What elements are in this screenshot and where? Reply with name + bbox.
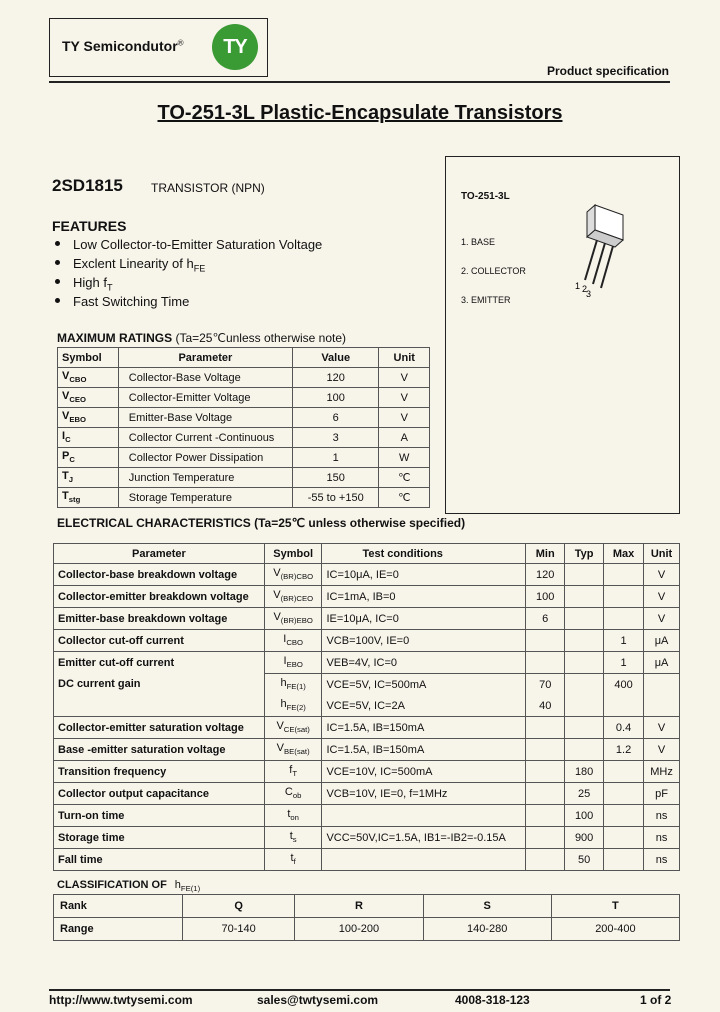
parameter-cell: Collector-base breakdown voltage <box>54 564 265 586</box>
table-row <box>54 895 680 918</box>
typ-cell <box>565 586 604 608</box>
unit-cell: V <box>644 717 680 739</box>
feature-item: High $f_T$ <box>55 275 113 293</box>
symbol-cell: $h_{FE(2)}$ <box>264 695 322 717</box>
table-row <box>54 674 680 696</box>
symbol-cell: $T_J$ <box>58 468 119 488</box>
company-name: TY Semicondutor® <box>62 38 184 54</box>
website-link[interactable]: http://www.twtysemi.com <box>49 993 193 1007</box>
condition-cell <box>322 849 526 871</box>
column-header: Typ <box>565 544 604 564</box>
table-row <box>54 739 680 761</box>
min-cell <box>526 739 565 761</box>
table-row <box>54 652 680 674</box>
unit-cell: V <box>379 368 430 388</box>
pin-number: 3 <box>586 289 592 299</box>
typ-cell: 180 <box>565 761 604 783</box>
typ-cell <box>565 564 604 586</box>
symbol-cell: $t_f$ <box>264 849 322 871</box>
value-cell: 150 <box>292 468 379 488</box>
symbol-cell: $I_{CBO}$ <box>264 630 322 652</box>
condition-cell <box>322 805 526 827</box>
parameter-cell: Emitter-Base Voltage <box>118 408 292 428</box>
page-title: TO-251-3L Plastic-Encapsulate Transistors <box>157 102 563 124</box>
value-cell: -55 to +150 <box>292 488 379 508</box>
typ-cell <box>565 652 604 674</box>
min-cell: 40 <box>526 695 565 717</box>
symbol-cell: $I_{EBO}$ <box>264 652 322 674</box>
max-ratings-title: MAXIMUM RATINGS (Ta=25℃unless otherwise note) <box>57 331 347 345</box>
typ-cell <box>565 695 604 717</box>
table-row <box>54 608 680 630</box>
table-row <box>58 408 430 428</box>
min-cell <box>526 761 565 783</box>
pin-label-base: 1. BASE <box>461 237 496 247</box>
range-label: Range <box>54 918 183 941</box>
package-drawing <box>565 200 645 300</box>
table-row <box>54 695 680 717</box>
table-row <box>54 630 680 652</box>
table-header-row <box>58 348 430 368</box>
min-cell: 120 <box>526 564 565 586</box>
parameter-cell: Emitter-base breakdown voltage <box>54 608 265 630</box>
condition-cell: VEB=4V, IC=0 <box>322 652 526 674</box>
table-row <box>58 468 430 488</box>
rank-cell: S <box>423 895 551 918</box>
parameter-cell: Collector-emitter saturation voltage <box>54 717 265 739</box>
pin-label-emitter: 3. EMITTER <box>461 295 511 305</box>
condition-cell: IC=1.5A, IB=150mA <box>322 717 526 739</box>
parameter-cell: Emitter cut-off current <box>54 652 265 674</box>
min-cell <box>526 630 565 652</box>
parameter-cell: Collector Current -Continuous <box>118 428 292 448</box>
unit-cell: V <box>644 586 680 608</box>
rank-cell: Q <box>183 895 295 918</box>
symbol-cell: $T_{stg}$ <box>58 488 119 508</box>
condition-cell: IE=10μA, IC=0 <box>322 608 526 630</box>
parameter-cell: Collector-Base Voltage <box>118 368 292 388</box>
unit-cell: V <box>644 739 680 761</box>
value-cell: 120 <box>292 368 379 388</box>
column-header: Symbol <box>264 544 322 564</box>
table-row <box>54 827 680 849</box>
table-row <box>58 428 430 448</box>
column-header: Max <box>604 544 644 564</box>
unit-cell: ns <box>644 849 680 871</box>
range-cell: 140-280 <box>423 918 551 941</box>
max-cell <box>604 761 644 783</box>
column-header: Parameter <box>54 544 265 564</box>
unit-cell <box>644 674 680 696</box>
range-cell: 100-200 <box>295 918 423 941</box>
typ-cell <box>565 717 604 739</box>
classification-table <box>53 894 680 941</box>
symbol-cell: $I_C$ <box>58 428 119 448</box>
max-cell: 1 <box>604 652 644 674</box>
unit-cell: A <box>379 428 430 448</box>
column-header: Unit <box>379 348 430 368</box>
min-cell <box>526 783 565 805</box>
unit-cell: ℃ <box>379 468 430 488</box>
unit-cell: V <box>379 388 430 408</box>
max-cell <box>604 695 644 717</box>
symbol-cell: $V_{BE(sat)}$ <box>264 739 322 761</box>
unit-cell: ns <box>644 805 680 827</box>
max-cell <box>604 608 644 630</box>
min-cell: 6 <box>526 608 565 630</box>
unit-cell: ns <box>644 827 680 849</box>
typ-cell <box>565 630 604 652</box>
parameter-cell: Collector-emitter breakdown voltage <box>54 586 265 608</box>
table-row <box>54 783 680 805</box>
min-cell <box>526 805 565 827</box>
unit-cell: μA <box>644 630 680 652</box>
page-number: 1 of 2 <box>640 993 672 1007</box>
condition-cell: VCB=100V, IE=0 <box>322 630 526 652</box>
condition-cell: VCB=10V, IE=0, f=1MHz <box>322 783 526 805</box>
unit-cell: pF <box>644 783 680 805</box>
footer-rule <box>49 989 670 991</box>
max-cell <box>604 586 644 608</box>
unit-cell: ℃ <box>379 488 430 508</box>
electrical-characteristics-table <box>53 543 680 871</box>
unit-cell: W <box>379 448 430 468</box>
condition-cell: IC=10μA, IE=0 <box>322 564 526 586</box>
parameter-cell: Storage Temperature <box>118 488 292 508</box>
symbol-cell: $V_{CBO}$ <box>58 368 119 388</box>
product-specification-label: Product specification <box>546 64 669 78</box>
feature-item: Exclent Linearity of $h_{FE}$ <box>55 256 205 274</box>
table-row <box>54 564 680 586</box>
bullet-icon <box>55 279 60 284</box>
typ-cell: 900 <box>565 827 604 849</box>
table-row <box>58 388 430 408</box>
column-header: Symbol <box>58 348 119 368</box>
parameter-cell: Transition frequency <box>54 761 265 783</box>
table-row <box>54 849 680 871</box>
max-ratings-table <box>57 347 430 508</box>
unit-cell: V <box>644 608 680 630</box>
symbol-cell: $h_{FE(1)}$ <box>264 674 322 696</box>
range-cell: 70-140 <box>183 918 295 941</box>
symbol-cell: $f_T$ <box>264 761 322 783</box>
table-header-row <box>54 544 680 564</box>
unit-cell <box>644 695 680 717</box>
max-cell <box>604 783 644 805</box>
column-header: Parameter <box>118 348 292 368</box>
range-cell: 200-400 <box>551 918 679 941</box>
min-cell <box>526 849 565 871</box>
classification-parameter: $h_{FE(1)}$ <box>174 879 201 894</box>
unit-cell: μA <box>644 652 680 674</box>
value-cell: 3 <box>292 428 379 448</box>
rank-cell: T <box>551 895 679 918</box>
max-cell <box>604 827 644 849</box>
typ-cell <box>565 739 604 761</box>
table-row <box>54 717 680 739</box>
typ-cell: 25 <box>565 783 604 805</box>
parameter-cell: Collector Power Dissipation <box>118 448 292 468</box>
symbol-cell: $V_{(BR)CEO}$ <box>264 586 322 608</box>
email-link[interactable]: sales@twtysemi.com <box>257 993 379 1007</box>
max-cell: 1 <box>604 630 644 652</box>
phone-number: 4008-318-123 <box>455 993 530 1007</box>
max-cell: 400 <box>604 674 644 696</box>
value-cell: 1 <box>292 448 379 468</box>
max-cell: 1.2 <box>604 739 644 761</box>
part-type: TRANSISTOR (NPN) <box>151 181 265 195</box>
header-rule <box>49 81 670 83</box>
parameter-cell: Collector-Emitter Voltage <box>118 388 292 408</box>
electrical-characteristics-title: ELECTRICAL CHARACTERISTICS (Ta=25℃ unless otherwise specified) <box>57 516 466 530</box>
table-row <box>54 586 680 608</box>
table-row <box>58 448 430 468</box>
parameter-cell: DC current gain <box>54 674 265 696</box>
symbol-cell: $C_{ob}$ <box>264 783 322 805</box>
parameter-cell: Collector output capacitance <box>54 783 265 805</box>
max-cell <box>604 805 644 827</box>
bullet-icon <box>55 260 60 265</box>
min-cell: 70 <box>526 674 565 696</box>
value-cell: 100 <box>292 388 379 408</box>
company-logo: TY <box>212 24 258 70</box>
rank-label: Rank <box>54 895 183 918</box>
parameter-cell: Turn-on time <box>54 805 265 827</box>
condition-cell: IC=1.5A, IB=150mA <box>322 739 526 761</box>
symbol-cell: $t_{on}$ <box>264 805 322 827</box>
condition-cell: VCE=5V, IC=500mA <box>322 674 526 696</box>
parameter-cell: Storage time <box>54 827 265 849</box>
rank-cell: R <box>295 895 423 918</box>
unit-cell: V <box>644 564 680 586</box>
condition-cell: IC=1mA, IB=0 <box>322 586 526 608</box>
min-cell <box>526 827 565 849</box>
condition-cell: VCE=5V, IC=2A <box>322 695 526 717</box>
max-cell <box>604 849 644 871</box>
features-title: FEATURES <box>52 218 127 234</box>
symbol-cell: $V_{CEO}$ <box>58 388 119 408</box>
typ-cell: 100 <box>565 805 604 827</box>
table-row <box>58 488 430 508</box>
condition-cell: VCC=50V,IC=1.5A, IB1=-IB2=-0.15A <box>322 827 526 849</box>
column-header: Test conditions <box>322 544 526 564</box>
condition-cell: VCE=10V, IC=500mA <box>322 761 526 783</box>
symbol-cell: $P_C$ <box>58 448 119 468</box>
pin-number: 1 <box>575 281 581 291</box>
table-row <box>54 918 680 941</box>
max-cell <box>604 564 644 586</box>
symbol-cell: $V_{EBO}$ <box>58 408 119 428</box>
feature-item: Low Collector-to-Emitter Saturation Voltage <box>55 237 322 255</box>
min-cell <box>526 652 565 674</box>
bullet-icon <box>55 298 60 303</box>
symbol-cell: $t_s$ <box>264 827 322 849</box>
package-title: TO-251-3L <box>461 191 510 202</box>
bullet-icon <box>55 241 60 246</box>
part-number: 2SD1815 <box>52 176 123 195</box>
parameter-cell <box>54 695 265 717</box>
symbol-cell: $V_{(BR)EBO}$ <box>264 608 322 630</box>
unit-cell: MHz <box>644 761 680 783</box>
table-row <box>54 761 680 783</box>
unit-cell: V <box>379 408 430 428</box>
pin-number: 2 <box>582 284 588 294</box>
max-cell: 0.4 <box>604 717 644 739</box>
parameter-cell: Collector cut-off current <box>54 630 265 652</box>
min-cell <box>526 717 565 739</box>
min-cell: 100 <box>526 586 565 608</box>
parameter-cell: Fall time <box>54 849 265 871</box>
value-cell: 6 <box>292 408 379 428</box>
feature-item: Fast Switching Time <box>55 294 189 312</box>
symbol-cell: $V_{(BR)CBO}$ <box>264 564 322 586</box>
column-header: Unit <box>644 544 680 564</box>
typ-cell: 50 <box>565 849 604 871</box>
table-row <box>58 368 430 388</box>
column-header: Min <box>526 544 565 564</box>
table-row <box>54 805 680 827</box>
parameter-cell: Base -emitter saturation voltage <box>54 739 265 761</box>
symbol-cell: $V_{CE(sat)}$ <box>264 717 322 739</box>
pin-label-collector: 2. COLLECTOR <box>461 266 526 276</box>
classification-title: CLASSIFICATION OF $h_{FE(1)}$ <box>57 879 201 894</box>
column-header: Value <box>292 348 379 368</box>
typ-cell <box>565 674 604 696</box>
parameter-cell: Junction Temperature <box>118 468 292 488</box>
typ-cell <box>565 608 604 630</box>
